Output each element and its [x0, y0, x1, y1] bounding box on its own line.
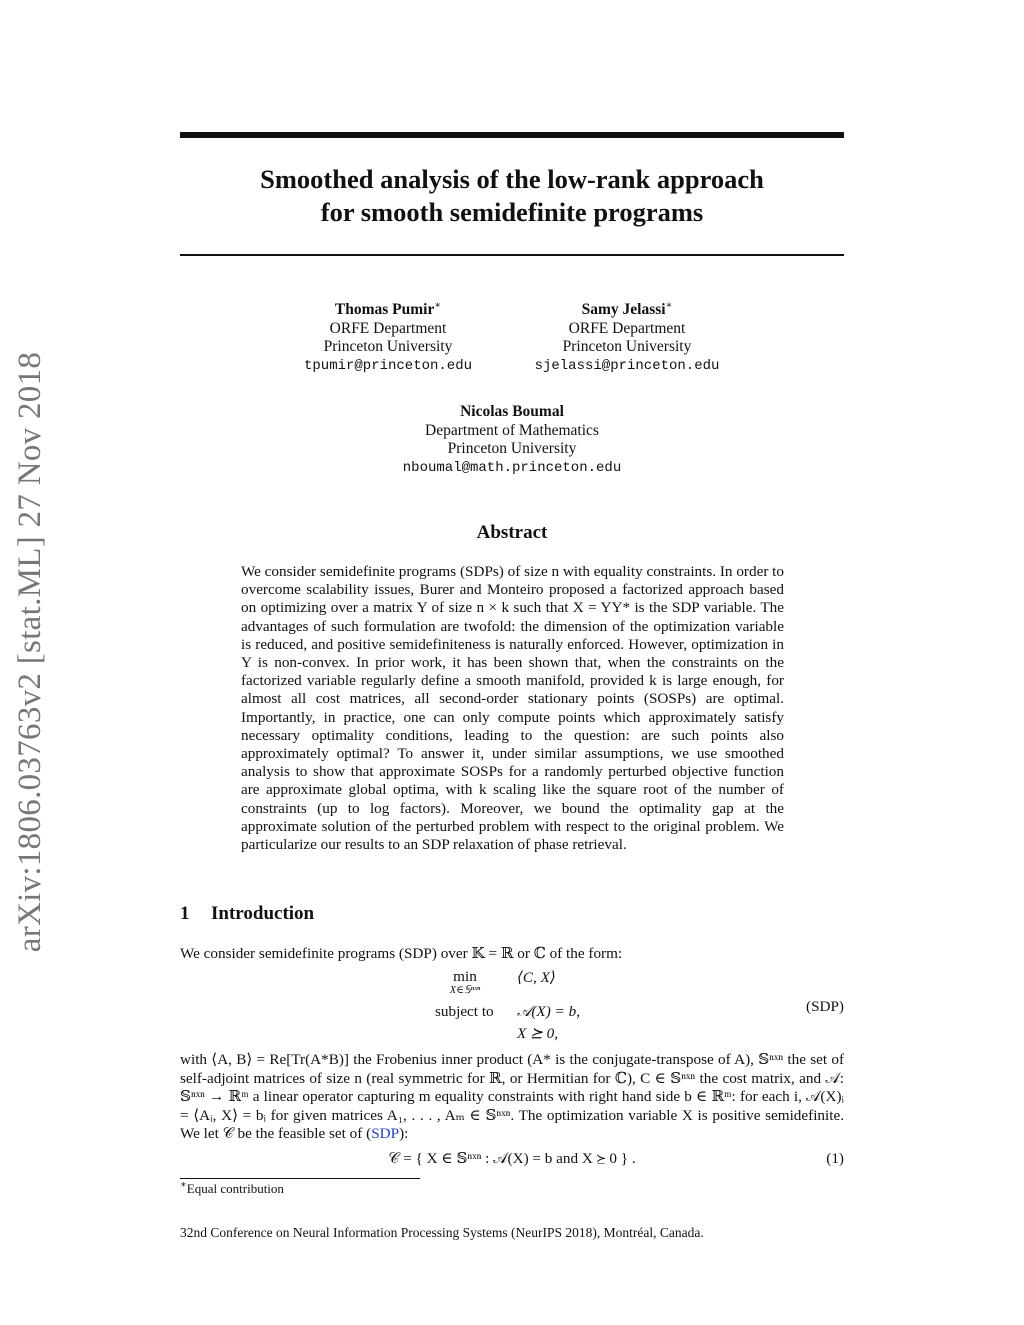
paper-title: [180, 163, 844, 229]
definitions-paragraph: [180, 1051, 844, 1144]
section-heading-introduction: [180, 903, 314, 925]
title-top-rule: [180, 132, 844, 138]
author-name: Thomas Pumir: [334, 301, 435, 318]
section-title: Introduction: [211, 903, 315, 924]
author-univ: Princeton University: [447, 440, 577, 457]
author-email[interactable]: nboumal@math.princeton.edu: [402, 459, 622, 476]
sdp-constraint-linear: 𝒜(X) = b,: [517, 1003, 580, 1020]
abstract-heading: Abstract: [476, 522, 548, 543]
definitions-text: with ⟨A, B⟩ = Re[Tr(A*B)] the Frobenius inner product (A* is the conjugate-transpose of A), 𝕊ⁿˣⁿ the set of self-adjoint matrices of size n (real symmetric for ℝ, or Hermitian for ℂ), C ∈ 𝕊ⁿˣⁿ the cost matrix, and 𝒜: 𝕊ⁿˣⁿ → ℝᵐ a linear operator capturing m equality constraints with right hand side b ∈ ℝᵐ: for each i, 𝒜(X)ᵢ = ⟨Aᵢ, X⟩ = bᵢ for given matrices A₁, . . . , Aₘ ∈ 𝕊ⁿˣⁿ. The optimization variable X is positive semidefinite. We let 𝒞 be the feasible set of: [180, 1051, 844, 1142]
sdp-equation-tag: (SDP): [806, 998, 844, 1015]
author-dept: Department of Mathematics: [425, 421, 599, 439]
author-univ: Princeton University: [323, 338, 453, 355]
equation-1-tag: (1): [826, 1150, 844, 1167]
footnote-mark: ∗: [180, 1179, 187, 1191]
abstract-text: We consider semidefinite programs (SDPs) of size n with equality constraints. In order to overcome scalability issues, Burer and Monteiro proposed a factorized approach based on optimizing over a matrix Y of size n × k such that X = YY* is the SDP variable. The advantages of such formulation are twofold: the dimension of the optimization variable is reduced, and positive semidefiniteness is naturally enforced. However, optimization in Y is non-convex. In prior work, it has been shown that, when the constraints on the factorized variable regularly define a smooth manifold, provided k is large enough, for almost all cost matrices, all second-order stationary points (SOSPs) are optimal. Importantly, in practice, one can only compute points which approximately satisfy necessary optimality conditions, leading to the question: are such points also approximately optimal? To answer it, under similar assumptions, we use smoothed analysis to show that approximate SOSPs for a randomly perturbed objective function are approximate global optima, with k scaling like the square root of the number of constraints (up to log factors). Moreover, we bound the optimality gap at the approximate solution of the perturbed problem with respect to the original problem. We particularize our results to an SDP relaxation of phase retrieval.: [241, 563, 784, 854]
sdp-reference-link[interactable]: SDP: [371, 1125, 400, 1142]
min-subscript: X∈𝕊ⁿˣⁿ: [449, 985, 481, 996]
feasible-set-equation: 𝒞 = { X ∈ 𝕊ⁿˣⁿ : 𝒜(X) = b and X ⪰ 0 } .: [388, 1150, 636, 1167]
title-bottom-rule: [180, 254, 844, 256]
author-block-3: [372, 403, 652, 477]
author-mark: ∗: [434, 299, 442, 311]
author-dept: ORFE Department: [568, 319, 686, 337]
author-name: Nicolas Boumal: [460, 403, 564, 420]
section-number: 1: [180, 903, 190, 924]
sdp-ref-open: (: [366, 1125, 372, 1142]
sdp-constraint-psd: X ⪰ 0,: [517, 1025, 558, 1042]
author-email[interactable]: sjelassi@princeton.edu: [534, 357, 720, 374]
author-block-1: [278, 301, 498, 375]
author-mark: ∗: [665, 299, 673, 311]
author-email[interactable]: tpumir@princeton.edu: [303, 357, 473, 374]
min-label: min: [453, 968, 477, 985]
definitions-end: ):: [399, 1125, 409, 1142]
footnote-equal-contribution: [180, 1181, 284, 1197]
arxiv-sidebar-stamp: arXiv:1806.03763v2 [stat.ML] 27 Nov 2018: [12, 351, 48, 953]
footnote-rule: [180, 1178, 420, 1179]
author-dept: ORFE Department: [329, 319, 447, 337]
author-block-2: [512, 301, 742, 375]
title-line-1: Smoothed analysis of the low-rank approach: [260, 164, 764, 194]
sdp-subject-to: subject to: [435, 1003, 494, 1020]
footnote-text: Equal contribution: [186, 1181, 284, 1196]
author-univ: Princeton University: [562, 338, 692, 355]
intro-paragraph: We consider semidefinite programs (SDP) over 𝕂 = ℝ or ℂ of the form:: [180, 945, 623, 962]
title-line-2: for smooth semidefinite programs: [320, 197, 704, 227]
sdp-objective: ⟨C, X⟩: [517, 969, 556, 986]
sdp-min-operator: [435, 968, 495, 996]
conference-venue: 32nd Conference on Neural Information Processing Systems (NeurIPS 2018), Montréal, Canada.: [180, 1225, 704, 1240]
author-name: Samy Jelassi: [581, 301, 666, 318]
